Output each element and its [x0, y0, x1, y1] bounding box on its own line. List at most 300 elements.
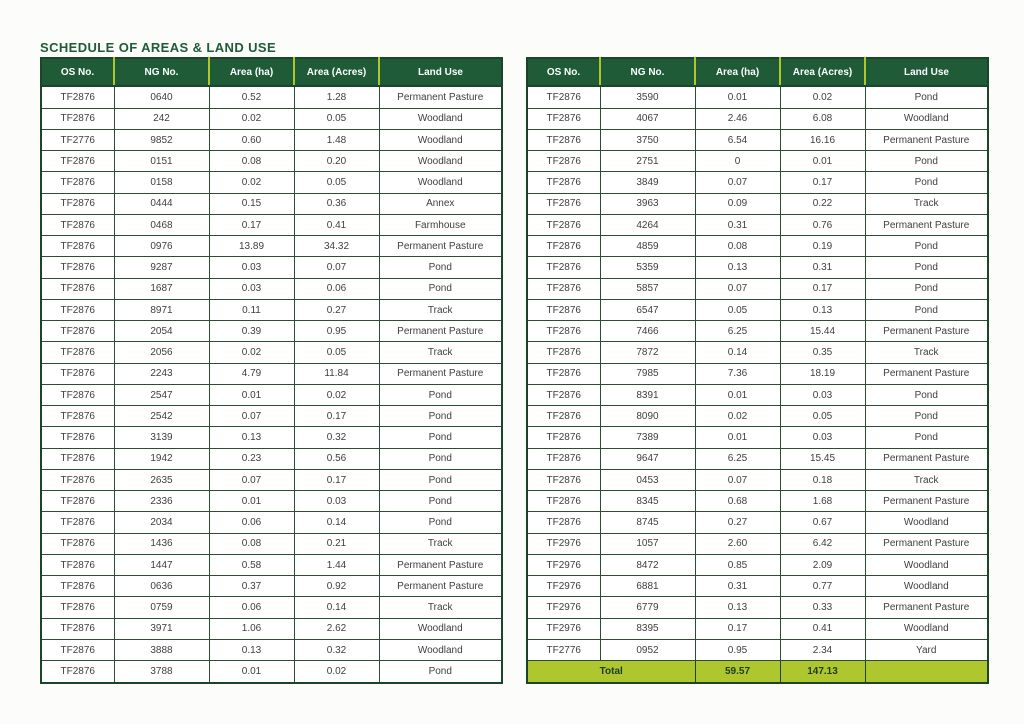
cell-land-use: Permanent Pasture: [379, 576, 502, 597]
cell-area-acres: 0.67: [780, 512, 865, 533]
cell-area-acres: 0.14: [294, 512, 379, 533]
cell-land-use: Pond: [379, 427, 502, 448]
cell-ng-no: 3963: [600, 193, 695, 214]
cell-area-acres: 0.20: [294, 151, 379, 172]
cell-area-ha: 0.13: [695, 597, 780, 618]
cell-area-ha: 0.13: [695, 257, 780, 278]
cell-os-no: TF2876: [41, 384, 114, 405]
cell-ng-no: 0640: [114, 86, 209, 108]
table-row: [527, 639, 988, 660]
header-row: [527, 58, 988, 86]
cell-area-acres: 0.56: [294, 448, 379, 469]
cell-land-use: Permanent Pasture: [865, 597, 988, 618]
cell-area-ha: 6.54: [695, 129, 780, 150]
cell-ng-no: 0468: [114, 214, 209, 235]
cell-area-acres: 0.36: [294, 193, 379, 214]
cell-land-use: Woodland: [379, 172, 502, 193]
cell-os-no: TF2876: [41, 193, 114, 214]
cell-os-no: TF2876: [527, 108, 600, 129]
cell-land-use: Woodland: [865, 108, 988, 129]
cell-land-use: Track: [865, 342, 988, 363]
cell-ng-no: 4067: [600, 108, 695, 129]
cell-os-no: TF2876: [527, 448, 600, 469]
table-row: [41, 639, 502, 660]
cell-os-no: TF2876: [41, 448, 114, 469]
cell-os-no: TF2876: [527, 299, 600, 320]
table-row: [527, 533, 988, 554]
land-use-table-left: [40, 57, 503, 684]
cell-land-use: Pond: [379, 448, 502, 469]
cell-area-ha: 0.14: [695, 342, 780, 363]
cell-land-use: Pond: [865, 257, 988, 278]
cell-ng-no: 7389: [600, 427, 695, 448]
cell-os-no: TF2876: [41, 278, 114, 299]
cell-land-use: Permanent Pasture: [865, 448, 988, 469]
table-row: [527, 384, 988, 405]
cell-ng-no: 5359: [600, 257, 695, 278]
cell-area-acres: 0.17: [780, 172, 865, 193]
cell-ng-no: 7466: [600, 321, 695, 342]
table-row: [527, 363, 988, 384]
table-row: [41, 278, 502, 299]
cell-os-no: TF2876: [41, 661, 114, 683]
cell-land-use: Pond: [379, 278, 502, 299]
cell-os-no: TF2876: [527, 86, 600, 108]
cell-os-no: TF2876: [41, 342, 114, 363]
cell-area-acres: 0.03: [294, 491, 379, 512]
cell-land-use: Woodland: [865, 618, 988, 639]
cell-ng-no: 8345: [600, 491, 695, 512]
cell-ng-no: 3750: [600, 129, 695, 150]
cell-area-acres: 0.27: [294, 299, 379, 320]
cell-land-use: Track: [379, 299, 502, 320]
table-row: [41, 193, 502, 214]
cell-land-use: Track: [865, 193, 988, 214]
cell-area-ha: 0.05: [695, 299, 780, 320]
cell-land-use: Pond: [379, 384, 502, 405]
cell-ng-no: 2056: [114, 342, 209, 363]
cell-land-use: Permanent Pasture: [379, 554, 502, 575]
cell-area-acres: 0.76: [780, 214, 865, 235]
cell-os-no: TF2876: [41, 639, 114, 660]
cell-area-ha: 0.09: [695, 193, 780, 214]
column-header-os-no: OS No.: [527, 58, 600, 86]
cell-area-ha: 0.01: [209, 384, 294, 405]
cell-ng-no: 2336: [114, 491, 209, 512]
cell-ng-no: 1447: [114, 554, 209, 575]
cell-land-use: Permanent Pasture: [865, 363, 988, 384]
cell-land-use: Farmhouse: [379, 214, 502, 235]
table-row: [41, 597, 502, 618]
cell-area-ha: 0.02: [695, 406, 780, 427]
cell-area-acres: 0.35: [780, 342, 865, 363]
cell-area-acres: 0.05: [294, 342, 379, 363]
cell-ng-no: 9647: [600, 448, 695, 469]
cell-area-ha: 0.02: [209, 342, 294, 363]
cell-area-ha: 0.95: [695, 639, 780, 660]
cell-os-no: TF2976: [527, 597, 600, 618]
cell-land-use: Woodland: [379, 618, 502, 639]
table-row: [41, 86, 502, 108]
land-use-table-right: [526, 57, 989, 684]
table-row: [41, 448, 502, 469]
cell-area-ha: 0.52: [209, 86, 294, 108]
column-header-area-acres: Area (Acres): [780, 58, 865, 86]
cell-area-acres: 0.05: [294, 172, 379, 193]
cell-area-acres: 0.05: [780, 406, 865, 427]
cell-land-use: Permanent Pasture: [865, 321, 988, 342]
cell-area-ha: 0.27: [695, 512, 780, 533]
cell-os-no: TF2776: [41, 129, 114, 150]
cell-os-no: TF2976: [527, 533, 600, 554]
cell-area-ha: 0.01: [209, 491, 294, 512]
cell-area-acres: 0.07: [294, 257, 379, 278]
cell-os-no: TF2876: [527, 384, 600, 405]
cell-land-use: Pond: [379, 406, 502, 427]
cell-os-no: TF2876: [41, 597, 114, 618]
cell-ng-no: 0952: [600, 639, 695, 660]
cell-land-use: Permanent Pasture: [379, 321, 502, 342]
cell-ng-no: 8472: [600, 554, 695, 575]
cell-area-ha: 4.79: [209, 363, 294, 384]
cell-area-ha: 6.25: [695, 321, 780, 342]
cell-area-ha: 0.07: [209, 469, 294, 490]
cell-ng-no: 6779: [600, 597, 695, 618]
table-row: [527, 108, 988, 129]
cell-ng-no: 8745: [600, 512, 695, 533]
cell-area-ha: 6.25: [695, 448, 780, 469]
table-row: [527, 151, 988, 172]
cell-area-acres: 1.44: [294, 554, 379, 575]
table-row: [527, 193, 988, 214]
cell-ng-no: 8395: [600, 618, 695, 639]
table-row: [41, 618, 502, 639]
column-header-area-ha: Area (ha): [695, 58, 780, 86]
cell-ng-no: 2751: [600, 151, 695, 172]
table-row: [41, 299, 502, 320]
table-row: [41, 172, 502, 193]
cell-ng-no: 2635: [114, 469, 209, 490]
cell-area-ha: 0.01: [695, 86, 780, 108]
cell-land-use: Pond: [865, 236, 988, 257]
cell-area-acres: 0.32: [294, 427, 379, 448]
cell-area-ha: 0.31: [695, 214, 780, 235]
table-row: [41, 469, 502, 490]
table-row: [41, 576, 502, 597]
cell-area-acres: 6.08: [780, 108, 865, 129]
cell-os-no: TF2876: [41, 299, 114, 320]
cell-area-ha: 0.37: [209, 576, 294, 597]
total-area-acres: 147.13: [780, 661, 865, 683]
cell-area-ha: 0.13: [209, 427, 294, 448]
cell-land-use: Permanent Pasture: [379, 86, 502, 108]
cell-os-no: TF2876: [527, 469, 600, 490]
cell-area-acres: 0.41: [294, 214, 379, 235]
table-row: [527, 342, 988, 363]
cell-land-use: Track: [865, 469, 988, 490]
cell-area-acres: 0.17: [294, 406, 379, 427]
cell-os-no: TF2876: [41, 321, 114, 342]
cell-land-use: Permanent Pasture: [865, 129, 988, 150]
table-row: [527, 512, 988, 533]
cell-area-ha: 0.17: [209, 214, 294, 235]
cell-ng-no: 3788: [114, 661, 209, 683]
cell-area-ha: 0.07: [695, 469, 780, 490]
cell-area-ha: 0.23: [209, 448, 294, 469]
cell-land-use: Track: [379, 533, 502, 554]
table-row: [527, 491, 988, 512]
cell-area-acres: 1.48: [294, 129, 379, 150]
cell-ng-no: 5857: [600, 278, 695, 299]
table-row: [41, 236, 502, 257]
cell-os-no: TF2876: [527, 363, 600, 384]
cell-land-use: Track: [379, 342, 502, 363]
cell-area-ha: 0.07: [209, 406, 294, 427]
cell-land-use: Annex: [379, 193, 502, 214]
cell-area-ha: 0.02: [209, 172, 294, 193]
cell-os-no: TF2876: [527, 278, 600, 299]
cell-os-no: TF2876: [41, 576, 114, 597]
cell-land-use: Pond: [379, 469, 502, 490]
cell-os-no: TF2876: [41, 108, 114, 129]
cell-area-ha: 2.46: [695, 108, 780, 129]
table-row: [527, 618, 988, 639]
cell-os-no: TF2876: [41, 236, 114, 257]
cell-os-no: TF2876: [41, 491, 114, 512]
cell-ng-no: 0158: [114, 172, 209, 193]
cell-ng-no: 4264: [600, 214, 695, 235]
table-row: [41, 151, 502, 172]
cell-os-no: TF2876: [41, 172, 114, 193]
table-row: [41, 214, 502, 235]
cell-area-ha: 0.15: [209, 193, 294, 214]
cell-area-acres: 0.02: [294, 384, 379, 405]
cell-ng-no: 2054: [114, 321, 209, 342]
cell-os-no: TF2976: [527, 618, 600, 639]
cell-area-ha: 0.13: [209, 639, 294, 660]
table-row: [527, 299, 988, 320]
cell-area-acres: 0.13: [780, 299, 865, 320]
cell-area-acres: 34.32: [294, 236, 379, 257]
cell-area-acres: 0.17: [294, 469, 379, 490]
cell-land-use: Pond: [865, 406, 988, 427]
cell-ng-no: 3590: [600, 86, 695, 108]
cell-area-ha: 0.02: [209, 108, 294, 129]
cell-land-use: Pond: [865, 172, 988, 193]
cell-land-use: Track: [379, 597, 502, 618]
cell-ng-no: 2547: [114, 384, 209, 405]
cell-os-no: TF2876: [527, 236, 600, 257]
cell-os-no: TF2876: [41, 533, 114, 554]
cell-ng-no: 0976: [114, 236, 209, 257]
cell-os-no: TF2776: [527, 639, 600, 660]
cell-ng-no: 1057: [600, 533, 695, 554]
cell-ng-no: 1436: [114, 533, 209, 554]
cell-area-ha: 0.85: [695, 554, 780, 575]
cell-os-no: TF2876: [41, 469, 114, 490]
cell-ng-no: 1687: [114, 278, 209, 299]
cell-land-use: Pond: [865, 151, 988, 172]
cell-land-use: Permanent Pasture: [865, 533, 988, 554]
cell-area-acres: 2.34: [780, 639, 865, 660]
table-row: [41, 554, 502, 575]
cell-area-acres: 6.42: [780, 533, 865, 554]
column-header-land-use: Land Use: [379, 58, 502, 86]
table-row: [527, 257, 988, 278]
cell-area-acres: 15.45: [780, 448, 865, 469]
cell-area-acres: 0.22: [780, 193, 865, 214]
table-row: [527, 448, 988, 469]
cell-ng-no: 2034: [114, 512, 209, 533]
cell-land-use: Woodland: [379, 639, 502, 660]
cell-os-no: TF2876: [527, 172, 600, 193]
cell-area-acres: 0.77: [780, 576, 865, 597]
table-row: [527, 278, 988, 299]
cell-area-acres: 0.21: [294, 533, 379, 554]
cell-area-ha: 0.08: [209, 533, 294, 554]
cell-land-use: Woodland: [865, 576, 988, 597]
cell-area-acres: 0.03: [780, 384, 865, 405]
cell-area-acres: 2.62: [294, 618, 379, 639]
cell-os-no: TF2876: [41, 554, 114, 575]
cell-os-no: TF2876: [527, 406, 600, 427]
cell-os-no: TF2876: [527, 257, 600, 278]
cell-area-acres: 18.19: [780, 363, 865, 384]
cell-ng-no: 6547: [600, 299, 695, 320]
total-label: Total: [527, 661, 695, 683]
table-row: [41, 108, 502, 129]
cell-ng-no: 242: [114, 108, 209, 129]
cell-area-ha: 0.60: [209, 129, 294, 150]
cell-os-no: TF2876: [41, 214, 114, 235]
cell-area-acres: 0.02: [780, 86, 865, 108]
cell-land-use: Permanent Pasture: [379, 236, 502, 257]
total-area-ha: 59.57: [695, 661, 780, 683]
cell-area-ha: 0.06: [209, 512, 294, 533]
table-row: [527, 427, 988, 448]
cell-area-acres: 15.44: [780, 321, 865, 342]
cell-area-ha: 2.60: [695, 533, 780, 554]
table-row: [41, 427, 502, 448]
total-land-use: [865, 661, 988, 683]
cell-area-acres: 0.02: [294, 661, 379, 683]
table-row: [527, 554, 988, 575]
table-row: [41, 321, 502, 342]
column-header-os-no: OS No.: [41, 58, 114, 86]
column-header-land-use: Land Use: [865, 58, 988, 86]
cell-os-no: TF2876: [527, 491, 600, 512]
cell-ng-no: 8971: [114, 299, 209, 320]
cell-os-no: TF2876: [41, 151, 114, 172]
cell-ng-no: 0444: [114, 193, 209, 214]
cell-area-ha: 0.39: [209, 321, 294, 342]
cell-land-use: Pond: [379, 491, 502, 512]
cell-ng-no: 8391: [600, 384, 695, 405]
cell-land-use: Pond: [865, 86, 988, 108]
table-row: [527, 214, 988, 235]
table-row: [41, 406, 502, 427]
table-row: [527, 406, 988, 427]
cell-area-acres: 0.95: [294, 321, 379, 342]
cell-ng-no: 3888: [114, 639, 209, 660]
table-row: [41, 129, 502, 150]
tables-container: [40, 57, 989, 684]
cell-os-no: TF2876: [527, 342, 600, 363]
cell-land-use: Yard: [865, 639, 988, 660]
table-row: [527, 597, 988, 618]
cell-area-ha: 0.01: [209, 661, 294, 683]
cell-os-no: TF2876: [527, 512, 600, 533]
cell-ng-no: 7985: [600, 363, 695, 384]
cell-area-ha: 0.68: [695, 491, 780, 512]
cell-area-ha: 0.07: [695, 172, 780, 193]
cell-area-acres: 11.84: [294, 363, 379, 384]
cell-area-acres: 0.92: [294, 576, 379, 597]
cell-ng-no: 7872: [600, 342, 695, 363]
cell-area-ha: 0.08: [209, 151, 294, 172]
cell-area-ha: 0.03: [209, 278, 294, 299]
cell-land-use: Pond: [865, 299, 988, 320]
cell-area-acres: 0.17: [780, 278, 865, 299]
cell-area-ha: 0.03: [209, 257, 294, 278]
cell-land-use: Permanent Pasture: [865, 491, 988, 512]
cell-area-acres: 0.19: [780, 236, 865, 257]
column-header-area-ha: Area (ha): [209, 58, 294, 86]
cell-ng-no: 3971: [114, 618, 209, 639]
cell-os-no: TF2876: [527, 427, 600, 448]
cell-land-use: Pond: [379, 512, 502, 533]
cell-area-acres: 1.68: [780, 491, 865, 512]
total-row: [527, 661, 988, 683]
table-row: [527, 469, 988, 490]
cell-ng-no: 2243: [114, 363, 209, 384]
cell-os-no: TF2876: [527, 321, 600, 342]
cell-land-use: Pond: [865, 384, 988, 405]
cell-area-ha: 0.31: [695, 576, 780, 597]
cell-os-no: TF2876: [41, 618, 114, 639]
cell-ng-no: 0453: [600, 469, 695, 490]
cell-os-no: TF2876: [527, 151, 600, 172]
cell-os-no: TF2876: [41, 363, 114, 384]
cell-land-use: Woodland: [865, 512, 988, 533]
cell-area-ha: 0.07: [695, 278, 780, 299]
cell-os-no: TF2876: [41, 512, 114, 533]
table-row: [41, 661, 502, 683]
cell-os-no: TF2876: [527, 193, 600, 214]
cell-area-acres: 0.01: [780, 151, 865, 172]
cell-area-acres: 16.16: [780, 129, 865, 150]
cell-ng-no: 2542: [114, 406, 209, 427]
cell-area-ha: 0.01: [695, 384, 780, 405]
cell-area-ha: 13.89: [209, 236, 294, 257]
cell-area-acres: 0.32: [294, 639, 379, 660]
cell-area-ha: 0.17: [695, 618, 780, 639]
table-row: [527, 129, 988, 150]
table-row: [527, 86, 988, 108]
cell-land-use: Pond: [865, 278, 988, 299]
table-row: [527, 236, 988, 257]
cell-land-use: Woodland: [865, 554, 988, 575]
cell-ng-no: 3849: [600, 172, 695, 193]
table-row: [41, 342, 502, 363]
cell-ng-no: 1942: [114, 448, 209, 469]
cell-os-no: TF2876: [41, 86, 114, 108]
cell-ng-no: 0151: [114, 151, 209, 172]
cell-area-acres: 2.09: [780, 554, 865, 575]
cell-os-no: TF2876: [41, 406, 114, 427]
cell-ng-no: 9852: [114, 129, 209, 150]
cell-land-use: Woodland: [379, 108, 502, 129]
